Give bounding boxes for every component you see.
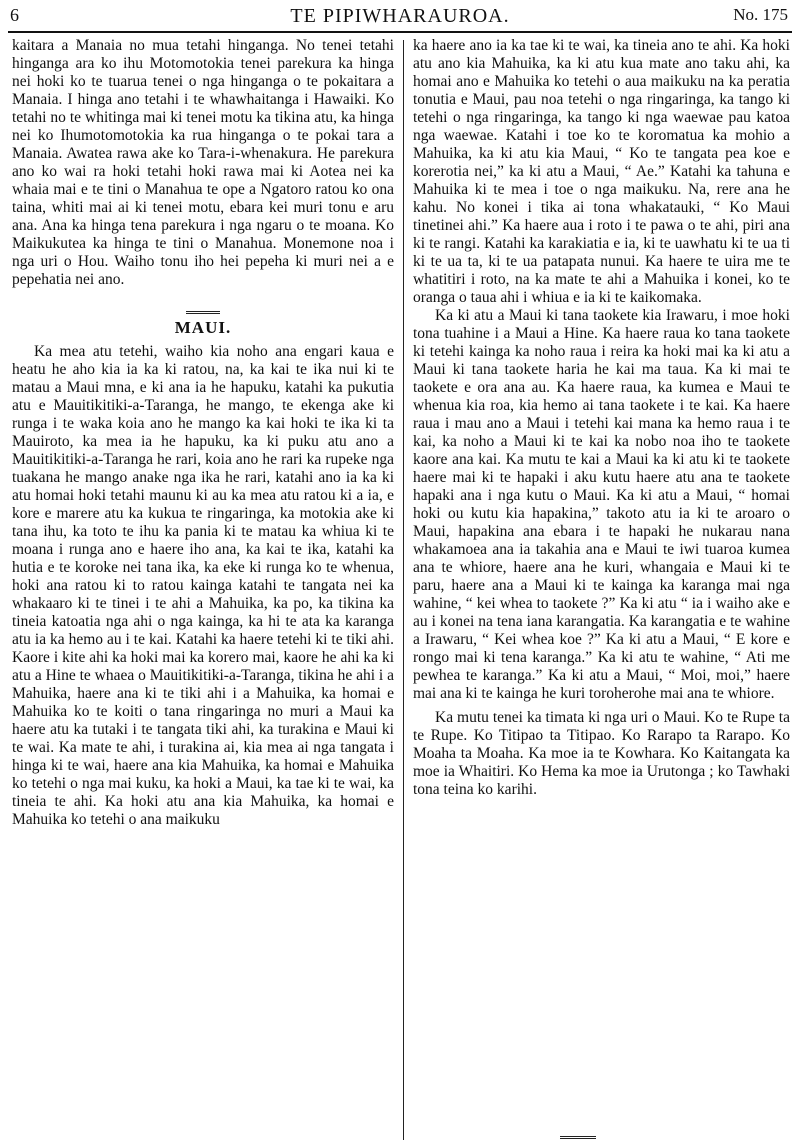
paragraph: Ka mutu tenei ka timata ki nga uri o Maui. Ko te Rupe ta te Rupe. Ko Titipao ta Titipao. Ko Rarapo ta Rarapo. Ko Moaha ta Moaha. Ka moe ia te Kowhara. Ko Kaitangata ka moe ia Whaitiri. Ko Hema ka moe ia Urutonga ; ko Tawhaki tona teina ko karihi. [413,709,790,798]
paragraph: Ka mea atu tetehi, waiho kia noho ana engari kaua e heatu he aho kia ia ka ki ratou, na, ka kai te ika nui ki te matau a Maui mna, e ki ana ia he hapuku, katahi ka pukutia atu e Mauitikitiki-a-Taranga, he mango, te ekenga ake ki runga i te waka koia ano he mango ka kai hoki te ika ki ta Mauiroto, ka mea ia he hapuku, ka ki puku atu ano a Mauitikitiki-a-Taranga he rari, koia ano he rari ka rupeke nga tuakana he mango anake nga ika he rari, katahi ano ia ka ki atu homai hoki tetahi maunu ki au ka mea atu ratou ki a ia, e kore e marere atu ka kukua te ringaringa, ka motokia ake ki tana ihu, ka toto te ihu ka pania ki te matau ka whiua ki te moana i runga ano e haere iho ana, ka kai te ika, katahi ka hutia e te koroke nei tana ika, ka eke ki runga ko te whenua, hoki ana ratou ki to ratou kainga katahi te tangata nei ka whakaaro ki te tinei i te ahi a Mahuika, ka po, ka tikina ka tineia katoatia nga ahi o nga kainga, ka hi te ata ka karanga atu ia ka hemo au i te kai. Katahi ka haere tetehi ki te tiki ahi. Kaore i kite ahi ka hoki mai ka korero mai, kaore he ahi ka ki atu a Hine te whaea o Mauitikitiki-a-Taranga, tikina he ahi i a Mahuika, haere ana ki te tiki ahi i a Mahuika, ka homai e Mahuika ko te koiti o tana ringaringa no muri a Maui ka haere atu ka tutaki i te tangata tiki ahi, ka turakina e Maui ki te wai. Ka mate te ahi, i turakina ai, kia mea ai nga tangata i hinga ki te wai, haere ana kia Mahuika, ka homai e Mahuika ko tetehi o nga mai kuku, ka hoki a Maui, ka tae ki te wai, ka tineia te ahi. Ka hoki atu ana kia Mahuika, ka homai e Mahuika ko tetehi o ana maikuku [12,343,394,828]
bottom-separator [560,1136,596,1139]
publication-title: TE PIPIWHARAUROA. [290,5,510,27]
page-header [10,5,790,29]
left-column [12,37,394,829]
column-divider [403,40,404,1140]
paragraph: kaitara a Manaia no mua tetahi hinganga. No tenei tetahi hinganga ara ko ihu Motomotokia tenei parekura ka hinga nei hoki ko te tuarua tenei o nga hinganga o te pokaitara a Manaia. I hinga ano tetahi i te whawhaitanga i Hawaiki. Ko tetahi no te whitinga mai ki tenei motu ka tikina atu, ka hinga nei ko Ihumotomotokia ka rua hinganga o te pokai tara a Manaia. Awatea rawa ake ko Tara-i-whenakura. He parekura ano ko wai ra hoki tetahi hoki rawa mai ki Aotea nei ka whaia mai e te tini o Manahua te ope a Ngatoro ratou ko ona taina, whiti mai ai ki tenei motu, ebara kei muri tonu e aru ana. Ana ka hinga tena parekura i nga ngaru o te moana. Ko Maikukutea ka hinga te tini o Manahua. Monemone noa i nga uri o Hou. Waiho tonu iho hei pepeha ki muri nei a e pepehatia nei ano. [12,37,394,288]
issue-number: No. 175 [733,5,788,24]
paragraph: Ka ki atu a Maui ki tana taokete kia Irawaru, i moe hoki tona tuahine i a Maui a Hine. Ka haere raua ko tana taokete ki tetehi kainga ka noho raua i reira ka hoki mai ka ki atu a Maui ki tana taokete haria he kai ma taua. Ka ki mai te taokete e ora ana au. Ka haere raua, ka kumea e Maui te whenua kia roa, kia hemo ai tana taokete i te kai. Ka haere raua i mau ano a Maui i tetehi kai mana ka hemo raua i te kai, ka noho a Maui ki te kai ka nobo noa iho te taokete kaore ana kai. Ka mutu te kai a Maui ka ki atu ki te taokete haere mai ki te hapaki i aku kutu haere atu ana te taokete hapaki ana i nga kutu o Maui. Ka ki atu a Maui, “ homai hoki ou kutu kia hapakina,” takoto atu ia ki te aroaro o Maui, hapakina ana ebara i te hapaki he nukarau nana whakamoea ana ia takahia ana e Maui te iwi tuaroa kumea ana te whiore, haere ana he kuri, whangaia e Maui ki te paru, haere ana a Maui ki te kainga ka karanga mai nga wahine, “ kei whea to taokete ?” Ka ki atu “ ia i waiho ake e au i konei na tena iana karangatia. Ka karangatia e te wahine a Irawaru, “ Kei whea koe ?” Ka ki atu a Maui, “ E kore e rongo mai ki tena karanga.” Ka ki atu te wahine, “ Ati me pewhea te karanga.” Ka ki atu a Maui, “ Moi, moi,” haere mai ana ki te kainga he kuri toroherohe mai ana te whiore. [413,307,790,702]
paragraph: ka haere ano ia ka tae ki te wai, ka tineia ano te ahi. Ka hoki atu ano kia Mahuika, ka ki atu kua mate ano taku ahi, ka homai ano e Mahuika ko tetehi o aua maikuku na ka peratia tonutia e Maui, pau noa tetehi o nga ringaringa, ka tango ki tetehi o nga ringaringa, ka tango ki nga waewae pau katoa nga waewae. Katahi i toe ko te koromatua ka mohio a Mahuika, ka ki atu kia Maui, “ Ko te tangata pea koe e korerotia nei,” ka ki atu a Maui, “ Ae.” Katahi ka tahuna e Mahuika ki te mea i toe o nga maikuku. Na, rere ana he kahu. No konei i tika ai tona whakatauki, “ Ko Maui tinetinei ahi.” Ka haere aua i roto i te pawa o te ahi, piri ana ki te rangi. Katahi ka karakiatia e ia, ki te uawhatu ki te ua ti ki te ua ta, ki te ua patapata nunui. Ka haere te uira me te whatitiri i roto, na ka mate te ahi a Mahuika i konei, ko te oranga o taua ahi i whiua e ia ki te kaikomaka. [413,37,790,306]
section-title: MAUI. [174,318,232,337]
header-rule [8,31,792,33]
page-number: 6 [10,5,19,25]
right-column [413,37,790,799]
section-separator [12,301,394,307]
